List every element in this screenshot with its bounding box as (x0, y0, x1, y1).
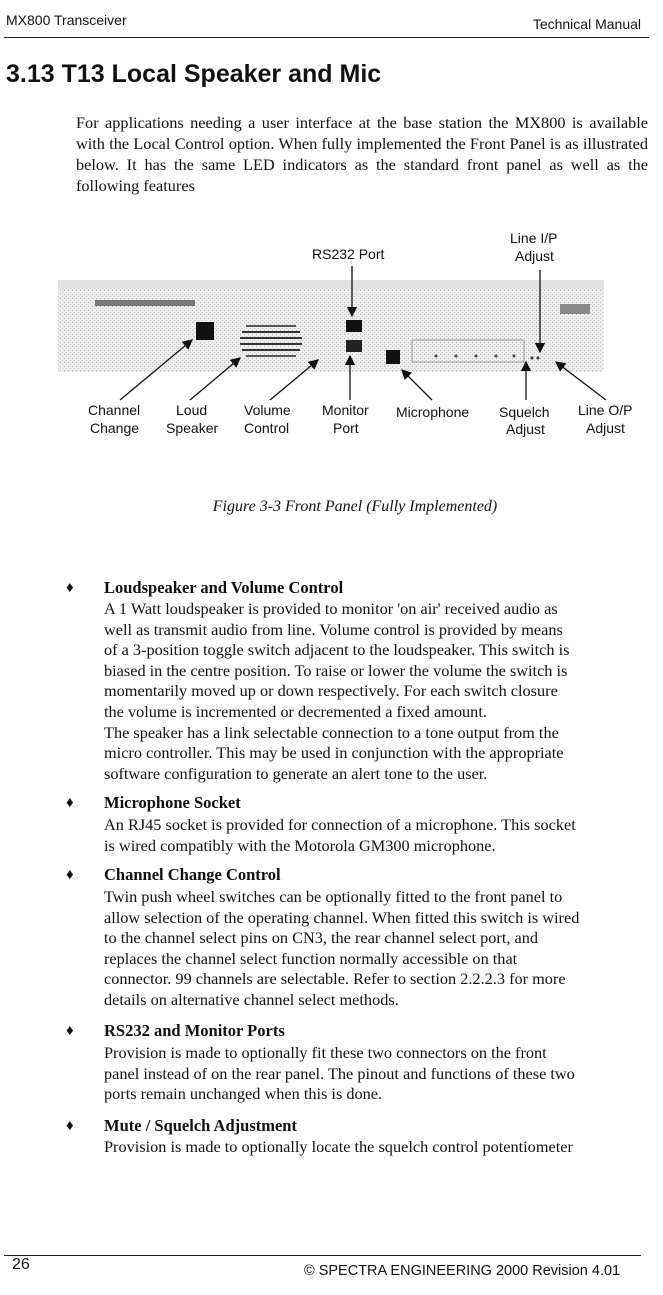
rs232-port (346, 320, 362, 332)
front-panel-figure (0, 222, 663, 452)
feature-title: Microphone Socket (104, 793, 241, 812)
feature-body: Provision is made to optionally fit these two connectors on the front panel instead of on the rear panel. The pinout and functions of these two ports remain unchanged when this is done. (104, 1043, 575, 1104)
bullet-icon: ♦ (66, 795, 74, 811)
intro-line: available with the Local Control option. When fully implemented the Front (76, 113, 648, 153)
label-squelch-adjust: Adjust (506, 421, 545, 437)
label-line-ip-adjust: Adjust (515, 248, 554, 264)
label-rs232: RS232 Port (312, 246, 385, 262)
feature-body: Twin push wheel switches can be optionally fitted to the front panel to allow selection of the operating channel. When fitted this switch is wired to the channel select pins on CN3, the rear channel select port, and replaces the channel select function normally accessible on that connector. 99 channels are selectable. Refer to section 2.2.2.3 for more details on alternative channel select methods. (104, 887, 580, 1009)
label-squelch: Squelch (499, 404, 550, 420)
intro-line: For applications needing a user interface at the base station the MX800 is (76, 113, 583, 132)
label-line-op-adjust: Adjust (586, 420, 625, 436)
header-rule (4, 37, 649, 38)
feature-title: RS232 and Monitor Ports (104, 1021, 285, 1040)
panel-top-edge (58, 280, 604, 290)
feature-title: Loudspeaker and Volume Control (104, 578, 344, 597)
intro-line: Panel is as illustrated below. It has the same LED indicators as the standard (76, 134, 648, 174)
footer-copyright: © SPECTRA ENGINEERING 2000 Revision 4.01 (304, 1263, 621, 1279)
label-volume-control: Control (244, 420, 290, 436)
bullet-icon: ♦ (66, 867, 74, 883)
front-panel-body (58, 280, 604, 372)
page-number: 26 (12, 1256, 30, 1273)
label-monitor: Monitor (322, 402, 369, 418)
label-speaker: Speaker (166, 420, 219, 436)
figure-caption: Figure 3-3 Front Panel (Fully Implemented) (212, 498, 498, 515)
feature-body: A 1 Watt loudspeaker is provided to monitor 'on air' received audio as well as transmit audio from line. Volume control is provided by means of a 3-position toggle switch adjacent to the loudspeaker. This switch is biased in the centre position. To raise or lower the volume the switch is momentarily moved up or down respectively. For each switch closure the volume is incremented or decremented a fixed amount. The speaker has a link selectable connection to a tone output from the micro controller. This may be used in conjunction with the appropriate software configuration to generate an alert tone to the user. (104, 599, 570, 783)
intro-paragraph (76, 112, 648, 196)
label-line-ip: Line I/P (510, 230, 558, 246)
header-manual: Technical Manual (532, 16, 641, 32)
header-title: MX800 Transceiver (6, 12, 127, 28)
label-channel: Channel (88, 402, 141, 418)
label-volume: Volume (244, 402, 291, 418)
microphone-socket (386, 350, 400, 364)
bullet-icon: ♦ (66, 1118, 74, 1134)
label-channel-change: Change (90, 420, 140, 436)
section-heading: 3.13 T13 Local Speaker and Mic (6, 60, 382, 88)
brand-logo-strip (95, 300, 195, 306)
panel-right-mark (560, 304, 590, 314)
label-loud: Loud (176, 402, 208, 418)
feature-body: Provision is made to optionally locate the squelch control potentiometer (104, 1137, 573, 1156)
channel-switch (196, 322, 214, 340)
label-monitor-port: Port (333, 420, 359, 436)
label-line-op: Line O/P (578, 402, 633, 418)
feature-title: Mute / Squelch Adjustment (104, 1116, 297, 1135)
bullet-icon: ♦ (66, 580, 74, 596)
feature-title: Channel Change Control (104, 865, 281, 884)
bullet-icon: ♦ (66, 1023, 74, 1039)
footer-rule (4, 1255, 641, 1256)
intro-line: front panel as well as the following features (76, 155, 648, 195)
label-microphone: Microphone (396, 404, 470, 420)
monitor-port (346, 340, 362, 352)
feature-body: An RJ45 socket is provided for connection of a microphone. This socket is wired compatibly with the Motorola GM300 microphone. (104, 815, 576, 855)
